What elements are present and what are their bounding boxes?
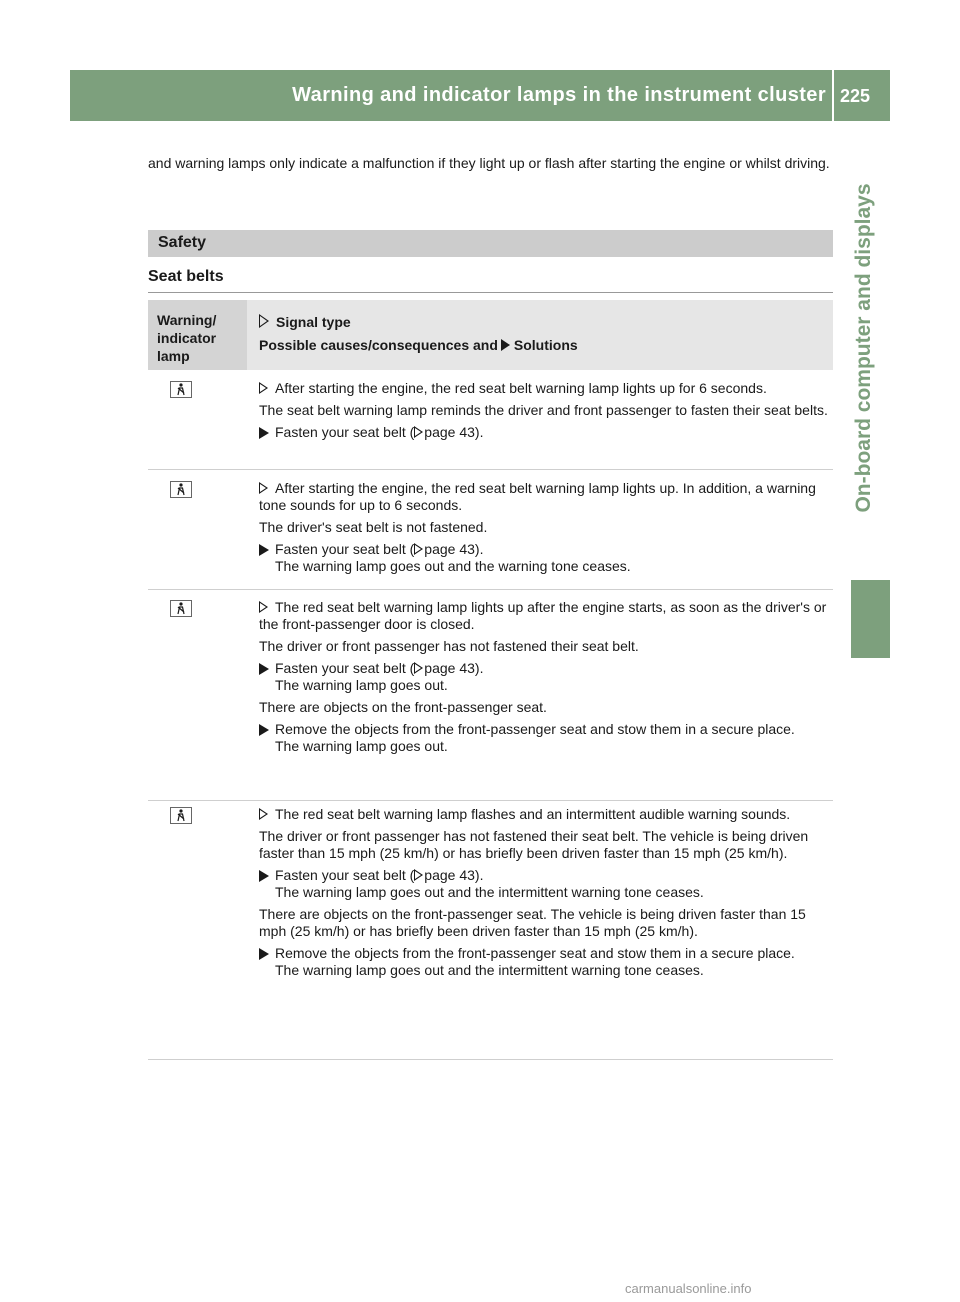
result-text: The warning lamp goes out and the intermittent warning tone ceases. <box>275 884 704 900</box>
page-reference-icon <box>414 543 423 555</box>
table-row <box>148 806 833 1060</box>
signal-text: The red seat belt warning lamp lights up after the engine starts, as soon as the driver's or the front-passenger door is closed. <box>259 599 827 632</box>
row-content <box>259 480 831 580</box>
section-title: Safety <box>158 234 207 251</box>
cause-text: The driver's seat belt is not fastened. <box>259 519 488 535</box>
step-arrow-icon <box>259 724 269 736</box>
solutions-label: Solutions <box>513 337 578 353</box>
step-text: Fasten your seat belt ( <box>275 541 415 557</box>
intro-text: and warning lamps only indicate a malfunction if they light up or flash after starting the engine or whilst driving. <box>148 155 830 171</box>
cause-text: There are objects on the front-passenger seat. The vehicle is being driven faster than 15 mph (25 km/h) or has briefly been driven faster than 15 mph (25 km/h). <box>259 906 806 939</box>
lamp-column-label: Warning/ indicator lamp <box>157 312 217 364</box>
cause-text: The driver or front passenger has not fastened their seat belt. <box>259 638 639 654</box>
header-divider <box>832 70 834 121</box>
cause-text: There are objects on the front-passenger seat. <box>259 699 547 715</box>
result-text: The warning lamp goes out and the warning tone ceases. <box>275 558 631 574</box>
result-text: The warning lamp goes out. <box>275 677 448 693</box>
step-text: Remove the objects from the front-passenger seat and stow them in a secure place. <box>275 945 795 961</box>
seat-belt-icon <box>170 600 192 617</box>
section-bar <box>148 230 833 257</box>
page-reference-link[interactable]: page 43). <box>424 541 484 557</box>
step-arrow-icon <box>259 870 269 882</box>
signal-text: After starting the engine, the red seat belt warning lamp lights up. In addition, a warning tone sounds for up to 6 seconds. <box>259 480 816 513</box>
result-text: The warning lamp goes out. <box>275 738 448 754</box>
table-header <box>148 300 833 370</box>
signal-type-icon <box>259 601 268 613</box>
signal-type-icon <box>259 382 268 394</box>
signal-type-icon <box>259 808 268 820</box>
signal-text: The red seat belt warning lamp flashes and an intermittent audible warning sounds. <box>275 806 791 822</box>
info-column-header <box>259 311 578 357</box>
page-title: Warning and indicator lamps in the instrument cluster <box>292 84 826 106</box>
page-reference-link[interactable]: page 43). <box>424 660 484 676</box>
step-arrow-icon <box>259 948 269 960</box>
signal-type-icon <box>259 314 269 328</box>
signal-type-icon <box>259 482 268 494</box>
row-content <box>259 380 831 446</box>
page-reference-link[interactable]: page 43). <box>424 867 484 883</box>
signal-type-label: Signal type <box>276 314 351 330</box>
lamp-column-header <box>148 300 247 370</box>
page-number: 225 <box>840 86 871 106</box>
step-text: Remove the objects from the front-passenger seat and stow them in a secure place. <box>275 721 795 737</box>
step-arrow-icon <box>259 427 269 439</box>
chapter-tab <box>838 123 890 573</box>
subsection-title: Seat belts <box>148 268 224 285</box>
page-reference-icon <box>414 662 423 674</box>
watermark: carmanualsonline.info <box>625 1281 752 1296</box>
step-text: Fasten your seat belt ( <box>275 867 415 883</box>
result-text: The warning lamp goes out and the intermittent warning tone ceases. <box>275 962 704 978</box>
signal-text: After starting the engine, the red seat belt warning lamp lights up for 6 seconds. <box>275 380 767 396</box>
table-row <box>148 599 833 801</box>
chapter-tab-label: On-board computer and displays <box>852 183 875 513</box>
table-row <box>148 380 833 470</box>
page-reference-link[interactable]: page 43). <box>424 424 484 440</box>
step-arrow-icon <box>259 544 269 556</box>
seat-belt-icon <box>170 807 192 824</box>
step-text: Fasten your seat belt ( <box>275 660 415 676</box>
table-top-rule <box>148 292 833 293</box>
page-reference-icon <box>414 869 423 881</box>
seat-belt-icon <box>170 381 192 398</box>
chapter-marker <box>851 580 890 658</box>
row-content <box>259 599 831 760</box>
cause-text: The driver or front passenger has not fastened their seat belt. The vehicle is being driven faster than 15 mph (25 km/h) or has briefly been driven faster than 15 mph (25 km/h). <box>259 828 809 861</box>
table-row <box>148 480 833 590</box>
causes-label: Possible causes/consequences and <box>259 337 498 353</box>
page-reference-icon <box>414 426 423 438</box>
step-text: Fasten your seat belt ( <box>275 424 415 440</box>
seat-belt-icon <box>170 481 192 498</box>
row-content <box>259 806 831 984</box>
cause-text: The seat belt warning lamp reminds the driver and front passenger to fasten their seat belts. <box>259 402 828 418</box>
step-arrow-icon <box>259 663 269 675</box>
page-header <box>70 70 890 121</box>
solution-arrow-icon <box>501 339 510 351</box>
